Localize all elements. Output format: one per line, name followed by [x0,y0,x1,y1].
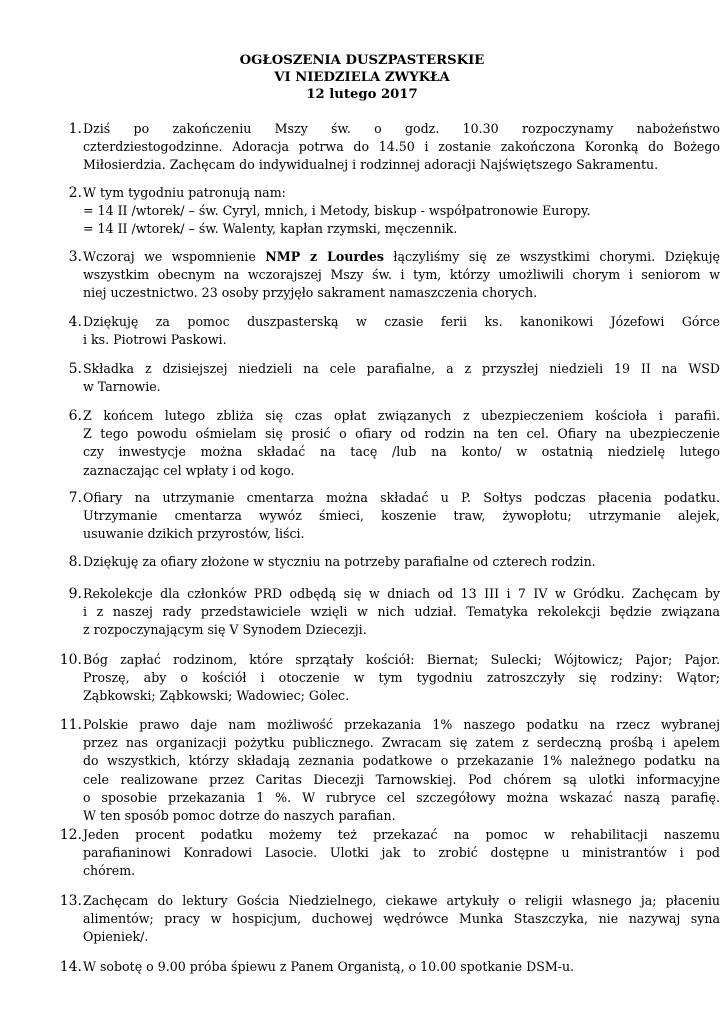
text-line: W tym tygodniu patronują nam: [83,185,286,200]
announcement-text [83,553,720,571]
text-line: alimentów; pracy w hospicjum, duchowej wędrówce Munka Staszczyka, nie nazywaj syna [83,911,720,927]
text-run: Wczoraj we wspomnienie [83,249,266,264]
announcement-number: 13. [59,893,82,909]
text-line: W sobotę o 9.00 próba śpiewu z Panem Organistą, o 10.00 spotkanie DSM-u. [83,959,575,974]
announcement-number: 1. [68,121,82,137]
text-line: = 14 II /wtorek/ – św. Cyryl, mnich, i Metody, biskup - współpatronowie Europy. [83,203,591,219]
text-line: Opieniek/. [83,929,149,945]
announcement-number: 8. [68,554,82,570]
text-line: niej uczestnictwo. 23 osoby przyjęło sakrament namaszczenia chorych. [83,285,538,301]
announcement-text [83,313,720,349]
text-line: wszystkim obecnym na wczorajszej Mszy św. i tym, którzy umożliwili chorym i seniorom w [83,267,720,283]
text-line: w Tarnowie. [83,379,161,395]
text-line: Składka z dzisiejszej niedzieli na cele parafialne, a z przyszłej niedzieli 19 II na WSD [83,361,720,376]
document-date: 12 lutego 2017 [306,87,418,102]
document-title: OGŁOSZENIA DUSZPASTERSKIE [239,53,485,68]
announcement-number: 12. [59,827,82,843]
text-line [83,248,720,266]
text-line: Polskie prawo daje nam możliwość przekazania 1% naszego podatku na rzecz wybranej [83,717,720,732]
announcement-text [83,360,720,396]
text-line: Zachęcam do lektury Gościa Niedzielnego, ciekawe artykuły o religii własnego ja; płaceniu [83,893,720,908]
announcement-number: 10. [59,652,82,668]
text-line: usuwanie dzikich przyrostów, liści. [83,526,305,542]
announcement-text [83,716,720,825]
text-line: W ten sposób pomoc dotrze do naszych parafian. [83,808,396,824]
announcement-number: 6. [68,408,82,424]
text-line: i z naszej rady przedstawiciele wzięli w nich udział. Tematyka rekolekcji będzie związana [83,604,720,620]
announcement-text [83,826,720,881]
announcement-number: 9. [68,586,82,602]
announcement-text [83,892,720,947]
text-line: Jeden procent podatku możemy też przekazać na pomoc w rehabilitacji naszemu [83,827,720,842]
text-line: zaznaczając cel wpłaty i od kogo. [83,462,295,478]
text-line: Rekolekcje dla członków PRD odbędą się w dniach od 13 III i 7 IV w Gródku. Zachęcam by [83,586,720,601]
announcement-number: 3. [68,249,82,265]
text-line: Proszę, aby o kościół i otoczenie w tym tygodniu zatroszczyły się rodziny: Wątor; [83,670,720,686]
text-line: parafianinowi Konradowi Lasocie. Ulotki jak to zrobić dostępne u ministrantów i pod [83,845,720,861]
announcement-text [83,407,720,480]
announcement-number: 2. [68,185,82,201]
text-line: Dziś po zakończeniu Mszy św. o godz. 10.30 rozpoczynamy nabożeństwo [83,121,720,136]
announcement-number: 11. [59,717,82,733]
text-line: i ks. Piotrowi Paskowi. [83,332,227,348]
text-line: do wszystkich, którzy składają zeznania podatkowe o przekazanie 1% należnego podatku na [83,753,720,769]
announcement-number: 14. [59,959,82,975]
text-line: cele realizowane przez Caritas Diecezji Tarnowskiej. Pod chórem są ulotki informacyjne [83,771,720,787]
document-header [0,52,724,103]
text-line: Miłosierdzia. Zachęcam do indywidualnej i rodzinnej adoracji Najświętszego Sakramentu. [83,157,659,173]
text-line: chórem. [83,863,136,879]
announcement-text [83,489,720,544]
text-line: Bóg zapłać rodzinom, które sprzątały kościół: Biernat; Sulecki; Wójtowicz; Pajor; Pajor. [83,652,720,667]
text-line: o sposobie przekazania 1 %. W rubryce cel szczegółowy można wskazać naszą parafię. [83,789,720,805]
text-line: z rozpoczynającym się V Synodem Dziecezji. [83,622,367,638]
text-line: Dziękuję za ofiary złożone w styczniu na potrzeby parafialne od czterech rodzin. [83,554,596,569]
text-line: Ofiary na utrzymanie cmentarza można składać u P. Sołtys podczas płacenia podatku. [83,490,720,505]
announcement-text [83,651,720,706]
text-line: Dziękuję za pomoc duszpasterską w czasie ferii ks. kanonikowi Józefowi Górce [83,314,720,329]
announcement-number: 5. [68,361,82,377]
text-line: Utrzymanie cmentarza wywóz śmieci, koszenie traw, żywopłotu; utrzymanie alejek, [83,508,720,524]
bold-text-run: NMP z Lourdes [265,249,384,264]
text-line: Z końcem lutego zbliża się czas opłat związanych z ubezpieczeniem kościoła i parafii. [83,408,720,423]
announcement-text [83,184,720,239]
document-subtitle: VI NIEDZIELA ZWYKŁA [274,70,450,85]
text-line: Z tego powodu ośmielam się prosić o ofiary od rodzin na ten cel. Ofiary na ubezpieczenie [83,426,720,442]
text-line: Ząbkowski; Ząbkowski; Wadowiec; Golec. [83,688,350,704]
announcement-number: 7. [68,490,82,506]
text-line: czterdziestogodzinne. Adoracja potrwa do 14.50 i zostanie zakończona Koronką do Bożego [83,139,720,155]
announcement-number: 4. [68,314,82,330]
text-line: przez nas organizacji pożytku publicznego. Zwracam się zatem z serdeczną prośbą i apelem [83,735,720,751]
announcement-text [83,120,720,175]
text-line: = 14 II /wtorek/ – św. Walenty, kapłan rzymski, męczennik. [83,221,458,237]
text-line: czy inwestycje można składać na tacę /lub na konto/ w ostatnią niedzielę lutego [83,444,720,460]
text-run: łączyliśmy się ze wszystkimi chorymi. Dziękuję [383,249,720,264]
announcement-text [83,248,720,303]
announcement-text [83,585,720,640]
announcement-text [83,958,720,976]
